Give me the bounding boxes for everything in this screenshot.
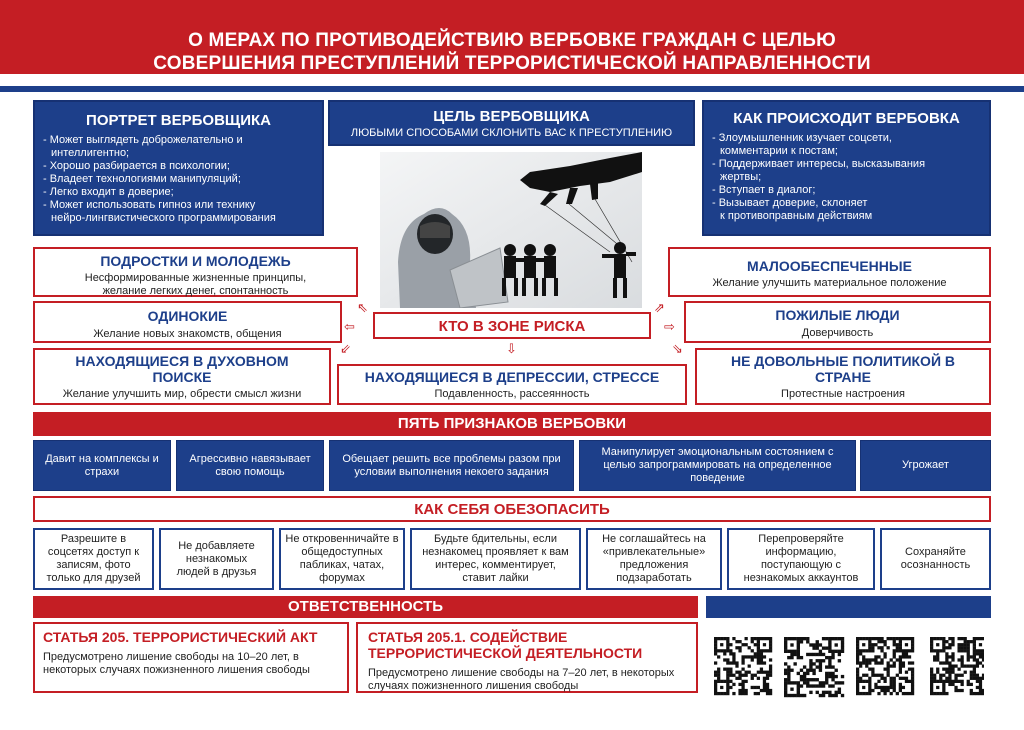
portrait-item: - Хорошо разбирается в психологии;: [43, 160, 230, 172]
page-title-line1: О МЕРАХ ПО ПРОТИВОДЕЙСТВИЮ ВЕРБОВКЕ ГРАЖДАН С ЦЕЛЬЮ: [188, 30, 836, 51]
portrait-item: - Может выглядеть доброжелательно и: [43, 134, 243, 146]
risk-group-desc: Желание улучшить мир, обрести смысл жизни: [62, 388, 302, 400]
sign-card: Угрожает: [860, 440, 991, 491]
header-blue-stripe: [0, 86, 1024, 92]
safety-tip: Разрешите в соцсетях доступ к записям, фото только для друзей: [33, 528, 154, 590]
portrait-item: нейро-лингвистического программирования: [51, 212, 276, 224]
risk-group-desc: Подавленность, рассеянность: [434, 388, 590, 400]
process-item: к противоправным действиям: [720, 210, 873, 222]
recruiter-portrait-title: ПОРТРЕТ ВЕРБОВЩИКА: [86, 112, 271, 129]
portrait-item: - Легко входит в доверие;: [43, 186, 174, 198]
recruiter-goal-subtitle: ЛЮБЫМИ СПОСОБАМИ СКЛОНИТЬ ВАС К ПРЕСТУПЛЕНИЮ: [350, 127, 673, 139]
arrow-down-right-icon: ⇘: [672, 341, 683, 356]
recruiter-illustration: [380, 152, 642, 308]
risk-group-title: ОДИНОКИЕ: [147, 308, 228, 324]
arrow-up-right-icon: ⇗: [654, 300, 665, 315]
risk-zone-label: КТО В ЗОНЕ РИСКА: [373, 312, 651, 339]
risk-group-depression: [337, 364, 687, 405]
safety-tip: Будьте бдительны, если незнакомец проявляет к вам интерес, комментирует, ставит лайки: [410, 528, 581, 590]
arrow-down-icon: ⇩: [506, 341, 517, 356]
arrow-up-left-icon: ⇖: [357, 300, 368, 315]
recruiter-portrait-panel: [33, 100, 324, 236]
safety-tip: Не соглашайтесь на «привлекательные» предложения подзаработать: [586, 528, 722, 590]
portrait-item: - Может использовать гипноз или технику: [43, 199, 256, 211]
article-205: [33, 622, 349, 693]
risk-group-dissatisfied: [695, 348, 991, 405]
portrait-item: - Владеет технологиями манипуляций;: [43, 173, 241, 185]
article-205-1: [356, 622, 698, 693]
process-item: - Вызывает доверие, склоняет: [712, 197, 868, 209]
recruiter-goal-title: ЦЕЛЬ ВЕРБОВЩИКА: [433, 108, 590, 125]
risk-group-elderly: [684, 301, 991, 343]
process-item: - Вступает в диалог;: [712, 184, 816, 196]
page-title-line2: СОВЕРШЕНИЯ ПРЕСТУПЛЕНИЙ ТЕРРОРИСТИЧЕСКОЙ НАПРАВЛЕННОСТИ: [153, 53, 871, 74]
risk-group-title: ПОДРОСТКИ И МОЛОДЕЖЬ: [100, 253, 291, 269]
header-divider: [0, 74, 1024, 86]
arrow-right-icon: ⇨: [664, 319, 675, 334]
qr-code-icon: [714, 637, 772, 695]
risk-group-desc: Желание улучшить материальное положение: [712, 277, 947, 289]
recruitment-process-panel: [702, 100, 991, 236]
safety-tip: Сохраняйте осознанность: [880, 528, 991, 590]
article-desc: Предусмотрено лишение свободы на 7–20 лет, в некоторых случаях пожизненного лишения свободы: [368, 667, 675, 692]
risk-group-desc: Доверчивость: [801, 327, 874, 339]
risk-group-desc: Протестные настроения: [781, 388, 905, 400]
risk-group-title: НЕ ДОВОЛЬНЫЕ ПОЛИТИКОЙ В СТРАНЕ: [730, 353, 956, 385]
arrow-left-icon: ⇦: [344, 319, 355, 334]
article-title: СТАТЬЯ 205. ТЕРРОРИСТИЧЕСКИЙ АКТ: [43, 629, 318, 645]
risk-group-spiritual: [33, 348, 331, 405]
process-item: жертвы;: [720, 171, 762, 183]
risk-group-youth: [33, 247, 358, 297]
blue-accent-bar: [706, 596, 991, 618]
puppeteer-illustration: [380, 152, 642, 308]
safety-title: КАК СЕБЯ ОБЕЗОПАСИТЬ: [33, 496, 991, 522]
article-desc: Предусмотрено лишение свободы на 10–20 лет, в некоторых случаях пожизненного лишения свободы: [43, 651, 310, 676]
risk-group-title: НАХОДЯЩИЕСЯ В ДЕПРЕССИИ, СТРЕССЕ: [364, 369, 660, 385]
risk-group-title: ПОЖИЛЫЕ ЛЮДИ: [775, 307, 900, 323]
qr-codes: [714, 637, 984, 699]
risk-group-title: НАХОДЯЩИЕСЯ В ДУХОВНОМ ПОИСКЕ: [75, 353, 289, 385]
sign-card: Агрессивно навязывает свою помощь: [176, 440, 324, 491]
article-title: СТАТЬЯ 205.1. СОДЕЙСТВИЕ ТЕРРОРИСТИЧЕСКОЙ ДЕЯТЕЛЬНОСТИ: [368, 629, 643, 661]
signs-title: ПЯТЬ ПРИЗНАКОВ ВЕРБОВКИ: [33, 412, 991, 436]
sign-card: Давит на комплексы и страхи: [33, 440, 171, 491]
sign-card: Манипулирует эмоциональным состоянием с целью запрограммировать на определенное поведение: [579, 440, 856, 491]
qr-code-icon: [784, 637, 844, 697]
process-item: комментарии к постам;: [720, 145, 838, 157]
risk-group-lonely: [33, 301, 342, 343]
responsibility-title: ОТВЕТСТВЕННОСТЬ: [33, 596, 698, 618]
sign-card: Обещает решить все проблемы разом при условии выполнения некоего задания: [329, 440, 574, 491]
safety-tip: Не откровенничайте в общедоступных пабликах, чатах, форумах: [279, 528, 405, 590]
risk-group-low-income: [668, 247, 991, 297]
risk-group-title: МАЛООБЕСПЕЧЕННЫЕ: [747, 258, 912, 274]
recruitment-process-title: КАК ПРОИСХОДИТ ВЕРБОВКА: [733, 110, 960, 127]
risk-group-desc: Желание новых знакомств, общения: [93, 328, 282, 340]
portrait-item: интеллигентно;: [51, 147, 130, 159]
safety-tip: Перепроверяйте информацию, поступающую с незнакомых аккаунтов: [727, 528, 875, 590]
arrow-down-left-icon: ⇙: [340, 341, 351, 356]
risk-group-desc: Несформированные жизненные принципы, желание легких денег, спонтанность: [84, 272, 307, 297]
qr-code-icon: [930, 637, 984, 695]
process-item: - Поддерживает интересы, высказывания: [712, 158, 926, 170]
safety-tip: Не добавляете незнакомых людей в друзья: [159, 528, 274, 590]
recruiter-goal-panel: [328, 100, 695, 146]
qr-code-icon: [856, 637, 914, 695]
process-item: - Злоумышленник изучает соцсети,: [712, 132, 892, 144]
